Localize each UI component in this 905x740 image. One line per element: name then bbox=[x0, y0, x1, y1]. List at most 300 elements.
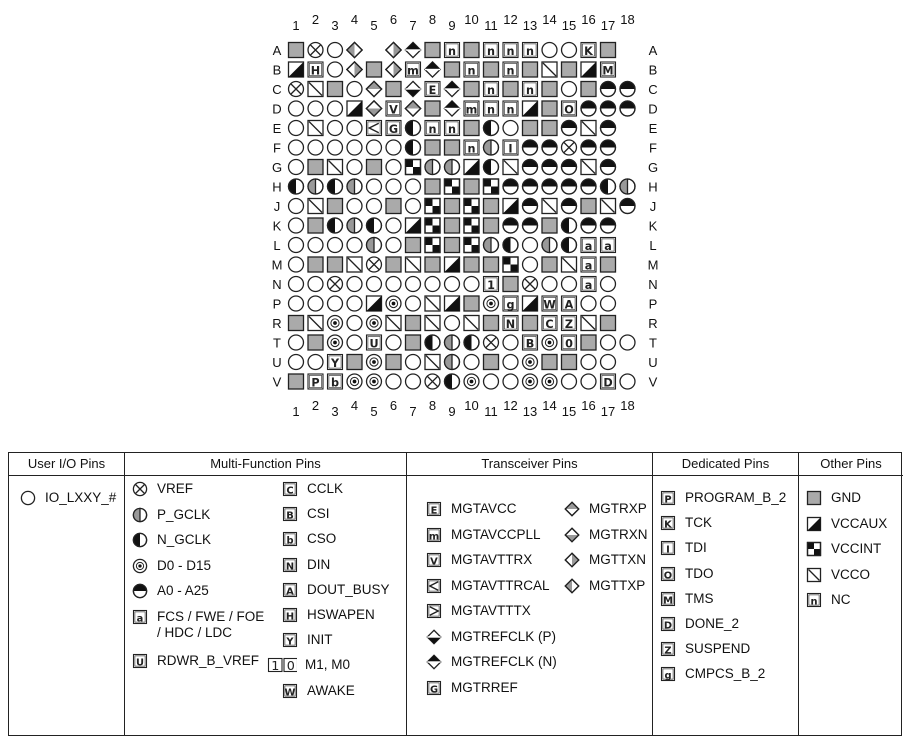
legend-item bbox=[281, 506, 330, 522]
column-label-top-6: 6 bbox=[389, 12, 398, 27]
pin-G10 bbox=[464, 160, 479, 175]
svg-text:A: A bbox=[286, 586, 294, 598]
legend-item bbox=[425, 680, 518, 696]
svg-text:N: N bbox=[285, 561, 295, 573]
pin-E6 bbox=[386, 121, 401, 137]
pin-F13 bbox=[523, 140, 538, 155]
pin-J8 bbox=[425, 199, 440, 214]
legend-item bbox=[131, 558, 211, 574]
svg-text:n: n bbox=[487, 45, 495, 59]
row-label-left-F: F bbox=[273, 140, 281, 156]
pin-N2 bbox=[308, 277, 323, 292]
pin-B16 bbox=[581, 62, 596, 77]
legend-label: MGTRREF bbox=[451, 679, 518, 695]
data-pin-dot-circle-icon bbox=[131, 558, 149, 574]
legend-label: P_GCLK bbox=[157, 506, 211, 522]
svg-text:K: K bbox=[584, 45, 593, 59]
legend-item bbox=[659, 540, 707, 556]
legend-label: GND bbox=[831, 490, 861, 505]
pin-V2 bbox=[308, 374, 323, 390]
pin-H4 bbox=[347, 179, 362, 194]
vcco-hatched-square-icon bbox=[805, 567, 823, 583]
svg-text:K: K bbox=[664, 519, 672, 531]
pin-T16 bbox=[581, 335, 596, 350]
pin-H10 bbox=[464, 179, 479, 194]
pin-A10 bbox=[464, 43, 479, 58]
pin-C10 bbox=[464, 82, 479, 97]
pin-V17 bbox=[601, 374, 616, 390]
pin-T8 bbox=[425, 335, 440, 350]
legend-label: NC bbox=[831, 592, 851, 607]
legend-header-transceiver: Transceiver Pins bbox=[407, 453, 652, 476]
letter-box-n-lower-icon bbox=[805, 592, 823, 608]
pin-D11 bbox=[484, 101, 499, 117]
row-label-left-A: A bbox=[272, 43, 282, 58]
svg-text:g: g bbox=[506, 298, 515, 312]
pin-F9 bbox=[445, 140, 460, 155]
pin-B2 bbox=[308, 62, 323, 78]
pin-V3 bbox=[328, 374, 343, 390]
pin-F2 bbox=[308, 140, 323, 155]
pin-H14 bbox=[542, 179, 557, 194]
legend-label: MGTTXN bbox=[589, 552, 646, 567]
pin-J3 bbox=[328, 199, 343, 214]
pin-M8 bbox=[425, 257, 440, 272]
pin-R16 bbox=[581, 316, 596, 331]
pin-H1 bbox=[289, 179, 304, 194]
svg-text:I: I bbox=[666, 544, 670, 556]
pin-P14 bbox=[542, 296, 557, 312]
letter-box-g-icon bbox=[425, 680, 443, 696]
column-label-bottom-7: 7 bbox=[409, 404, 417, 419]
pin-J4 bbox=[347, 199, 362, 214]
row-label-right-R: R bbox=[648, 316, 658, 331]
pin-M3 bbox=[328, 257, 343, 272]
row-label-left-C: C bbox=[272, 82, 282, 97]
legend-item bbox=[19, 490, 116, 506]
pin-B14 bbox=[542, 62, 557, 77]
pin-E1 bbox=[289, 121, 304, 136]
svg-text:D: D bbox=[663, 620, 673, 632]
column-label-top-1: 1 bbox=[292, 18, 300, 33]
gnd-square-icon bbox=[805, 490, 823, 506]
pin-F7 bbox=[406, 140, 421, 155]
pin-J16 bbox=[581, 199, 596, 214]
row-label-left-M: M bbox=[271, 257, 283, 273]
pin-B4 bbox=[347, 62, 362, 77]
pin-K7 bbox=[406, 218, 421, 233]
legend-label: MGTREFCLK (P) bbox=[451, 628, 557, 644]
pin-K12 bbox=[503, 218, 518, 233]
pin-T7 bbox=[406, 335, 421, 350]
pin-U1 bbox=[289, 355, 304, 370]
svg-text:m: m bbox=[428, 531, 440, 542]
pin-C18 bbox=[620, 82, 635, 97]
legend-item bbox=[131, 583, 209, 599]
pin-A14 bbox=[542, 43, 557, 58]
pin-T13 bbox=[523, 335, 538, 351]
column-label-top-13: 13 bbox=[522, 18, 538, 33]
pin-C8 bbox=[425, 82, 440, 98]
legend-item bbox=[805, 541, 881, 557]
pin-U12 bbox=[503, 355, 518, 370]
pin-B3 bbox=[328, 62, 343, 77]
row-label-left-V: V bbox=[272, 374, 282, 390]
row-label-right-E: E bbox=[648, 121, 658, 136]
svg-text:A: A bbox=[564, 298, 574, 312]
row-label-right-M: M bbox=[647, 257, 659, 273]
svg-text:W: W bbox=[543, 298, 556, 312]
pin-A15 bbox=[562, 43, 577, 58]
pin-V14 bbox=[542, 374, 557, 389]
column-label-bottom-12: 12 bbox=[503, 398, 518, 413]
pin-J18 bbox=[620, 199, 635, 214]
pin-L14 bbox=[542, 238, 557, 253]
pin-A8 bbox=[425, 43, 440, 58]
pin-R6 bbox=[386, 316, 401, 331]
column-label-bottom-4: 4 bbox=[350, 398, 359, 413]
legend-label: TDO bbox=[685, 565, 714, 581]
pin-G16 bbox=[581, 160, 596, 175]
legend-item bbox=[425, 527, 541, 543]
pin-U13 bbox=[523, 355, 538, 370]
row-label-left-P: P bbox=[272, 296, 282, 312]
pin-H12 bbox=[503, 179, 518, 194]
pin-H11 bbox=[484, 179, 499, 194]
pin-T6 bbox=[386, 335, 401, 350]
legend-item bbox=[425, 578, 550, 594]
pin-H9 bbox=[445, 179, 460, 194]
pin-R7 bbox=[406, 316, 421, 331]
pin-R11 bbox=[484, 316, 499, 331]
pin-T5 bbox=[367, 335, 382, 351]
legend-item bbox=[425, 501, 517, 517]
legend-label: M1, M0 bbox=[305, 657, 351, 673]
row-label-left-T: T bbox=[273, 335, 281, 351]
pin-F11 bbox=[484, 140, 499, 155]
legend-item bbox=[563, 527, 648, 543]
legend-item bbox=[805, 516, 887, 532]
pin-C1 bbox=[289, 82, 304, 97]
row-label-right-D: D bbox=[648, 101, 658, 117]
vref-cross-circle-icon bbox=[131, 481, 149, 497]
row-label-right-U: U bbox=[648, 355, 658, 370]
legend-item bbox=[281, 632, 333, 648]
legend-item bbox=[425, 603, 531, 619]
pin-L16 bbox=[581, 238, 596, 254]
legend-item bbox=[281, 557, 330, 573]
pin-L12 bbox=[503, 238, 518, 253]
legend-label: SUSPEND bbox=[685, 641, 751, 657]
svg-text:n: n bbox=[526, 84, 534, 98]
legend-label: FCS / FWE / FOE / HDC / LDC bbox=[157, 609, 265, 640]
svg-text:H: H bbox=[285, 611, 295, 623]
vccaux-square-icon bbox=[805, 516, 823, 532]
pin-V9 bbox=[445, 374, 460, 389]
pin-U11 bbox=[484, 355, 499, 370]
letter-box-m-icon bbox=[659, 591, 677, 607]
pin-D7 bbox=[405, 101, 420, 116]
pin-D10 bbox=[464, 101, 479, 117]
svg-text:n: n bbox=[448, 123, 456, 137]
svg-text:M: M bbox=[663, 595, 673, 607]
svg-text:n: n bbox=[506, 64, 515, 78]
column-label-top-18: 18 bbox=[620, 12, 635, 27]
legend-label: RDWR_B_VREF bbox=[157, 653, 260, 668]
legend-item bbox=[425, 654, 557, 670]
pin-D1 bbox=[289, 101, 304, 116]
svg-text:I: I bbox=[508, 142, 513, 156]
row-label-right-A: A bbox=[648, 43, 658, 58]
column-label-top-17: 17 bbox=[600, 18, 616, 33]
svg-text:G: G bbox=[388, 123, 399, 137]
pin-L6 bbox=[386, 238, 401, 253]
pin-P6 bbox=[386, 296, 401, 311]
pin-R13 bbox=[523, 316, 538, 331]
pin-G5 bbox=[367, 160, 382, 175]
pin-K1 bbox=[289, 218, 304, 233]
pin-P7 bbox=[406, 296, 421, 311]
pin-M7 bbox=[406, 257, 421, 272]
pin-P12 bbox=[503, 296, 518, 312]
pin-T3 bbox=[328, 335, 343, 350]
pin-K13 bbox=[523, 218, 538, 233]
pin-F8 bbox=[425, 140, 440, 155]
pin-N8 bbox=[425, 277, 440, 292]
svg-text:O: O bbox=[564, 103, 574, 117]
pin-A13 bbox=[523, 43, 538, 59]
pin-G13 bbox=[523, 160, 538, 175]
pin-K2 bbox=[308, 218, 323, 233]
pin-R9 bbox=[445, 316, 460, 331]
pin-R4 bbox=[347, 316, 362, 331]
svg-text:n: n bbox=[487, 103, 495, 117]
pin-E15 bbox=[562, 121, 577, 136]
legend-column-transceiver bbox=[407, 453, 653, 735]
pin-C17 bbox=[601, 82, 616, 97]
pin-E5 bbox=[367, 121, 382, 136]
column-label-top-5: 5 bbox=[370, 18, 378, 33]
pin-N17 bbox=[601, 277, 616, 292]
pin-K17 bbox=[601, 218, 616, 233]
pin-J12 bbox=[503, 199, 518, 214]
pin-G2 bbox=[308, 160, 323, 175]
column-label-bottom-17: 17 bbox=[600, 404, 616, 419]
pin-F10 bbox=[464, 140, 479, 156]
legend-item bbox=[659, 490, 786, 506]
letter-box-d-icon bbox=[659, 616, 677, 632]
svg-text:M: M bbox=[602, 64, 614, 78]
svg-text:a: a bbox=[584, 259, 593, 273]
column-label-top-4: 4 bbox=[350, 12, 359, 27]
pin-R8 bbox=[425, 316, 440, 331]
legend-column-user-io bbox=[9, 453, 125, 735]
svg-text:a: a bbox=[584, 279, 593, 293]
pin-V6 bbox=[386, 374, 401, 389]
pin-B9 bbox=[445, 62, 460, 77]
pin-P1 bbox=[289, 296, 304, 311]
pin-K3 bbox=[328, 218, 343, 233]
column-label-bottom-13: 13 bbox=[522, 404, 538, 419]
mgtrefclk-n-diamond-icon bbox=[425, 654, 443, 670]
legend-item bbox=[281, 582, 390, 598]
pin-V10 bbox=[464, 374, 479, 389]
row-label-right-V: V bbox=[648, 374, 658, 390]
pin-D9 bbox=[444, 101, 459, 116]
legend-label: TCK bbox=[685, 515, 712, 531]
pin-R12 bbox=[503, 316, 518, 332]
svg-text:n: n bbox=[506, 45, 515, 59]
column-label-top-2: 2 bbox=[311, 12, 320, 27]
legend-label: MGTAVTTRCAL bbox=[451, 577, 550, 593]
row-label-right-N: N bbox=[648, 277, 658, 292]
pin-D14 bbox=[542, 101, 557, 116]
pin-C9 bbox=[444, 81, 459, 96]
pin-B10 bbox=[464, 62, 479, 78]
svg-text:Z: Z bbox=[664, 645, 672, 657]
pin-M17 bbox=[601, 257, 616, 272]
pin-U9 bbox=[445, 355, 460, 370]
column-label-top-7: 7 bbox=[409, 18, 417, 33]
pin-A7 bbox=[405, 42, 420, 57]
column-label-top-11: 11 bbox=[484, 18, 498, 33]
pin-B12 bbox=[503, 62, 518, 78]
letter-box-b-lower-icon bbox=[281, 531, 299, 547]
pin-V8 bbox=[425, 374, 440, 389]
pin-V11 bbox=[484, 374, 499, 389]
legend-column-dedicated bbox=[653, 453, 799, 735]
pin-V18 bbox=[620, 374, 635, 389]
legend-label: MGTAVTTTX bbox=[451, 603, 531, 618]
pin-U17 bbox=[601, 355, 616, 370]
pin-L8 bbox=[425, 238, 440, 253]
legend-header-dedicated: Dedicated Pins bbox=[653, 453, 798, 476]
pin-L2 bbox=[308, 238, 323, 253]
m1-m0-box-icon bbox=[267, 657, 297, 673]
pin-H5 bbox=[367, 179, 382, 194]
pin-M2 bbox=[308, 257, 323, 272]
column-label-bottom-3: 3 bbox=[331, 404, 339, 419]
pin-N11 bbox=[484, 277, 499, 293]
pin-G4 bbox=[347, 160, 362, 175]
mgtrxp-diamond-icon bbox=[563, 501, 581, 517]
legend-label: DONE_2 bbox=[685, 616, 740, 631]
letter-box-n-icon bbox=[281, 557, 299, 573]
pin-B1 bbox=[289, 62, 304, 77]
pin-F6 bbox=[386, 140, 401, 155]
pin-H8 bbox=[425, 179, 440, 194]
pin-E17 bbox=[601, 121, 616, 136]
pin-T2 bbox=[308, 335, 323, 350]
svg-text:E: E bbox=[430, 505, 438, 517]
svg-text:Y: Y bbox=[286, 636, 294, 648]
pin-F15 bbox=[562, 140, 577, 155]
letter-box-y-icon bbox=[281, 632, 299, 648]
svg-text:Y: Y bbox=[330, 357, 340, 371]
pin-G17 bbox=[601, 160, 616, 175]
column-label-bottom-6: 6 bbox=[389, 398, 398, 413]
legend-header-user-io: User I/O Pins bbox=[9, 453, 124, 476]
svg-text:H: H bbox=[310, 64, 321, 78]
svg-text:n: n bbox=[526, 45, 534, 59]
svg-text:a: a bbox=[136, 613, 144, 625]
letter-box-s-icon bbox=[425, 603, 443, 619]
svg-text:U: U bbox=[135, 657, 145, 669]
pin-E11 bbox=[484, 121, 499, 136]
pin-legend-table bbox=[8, 452, 902, 736]
pin-D16 bbox=[581, 101, 596, 116]
svg-text:1: 1 bbox=[271, 659, 280, 674]
legend-label: CSI bbox=[307, 506, 330, 522]
legend-header-other: Other Pins bbox=[799, 453, 903, 476]
legend-label: TDI bbox=[685, 540, 707, 556]
row-label-left-E: E bbox=[272, 121, 282, 136]
svg-text:n: n bbox=[467, 142, 476, 156]
pin-F14 bbox=[542, 140, 557, 155]
legend-label: MGTRXP bbox=[589, 501, 647, 516]
pin-H17 bbox=[601, 179, 616, 194]
pin-J9 bbox=[445, 199, 460, 214]
letter-box-g-lower-icon bbox=[659, 666, 677, 682]
pin-H7 bbox=[406, 179, 421, 194]
svg-text:1: 1 bbox=[487, 279, 495, 293]
pin-C2 bbox=[308, 82, 323, 97]
legend-label: IO_LXXY_# bbox=[45, 490, 117, 505]
pin-D4 bbox=[347, 101, 362, 116]
pin-P9 bbox=[445, 296, 460, 311]
svg-text:G: G bbox=[429, 684, 439, 695]
letter-box-e-icon bbox=[425, 501, 443, 517]
pin-F12 bbox=[503, 140, 518, 156]
pin-M15 bbox=[562, 257, 577, 272]
pin-B11 bbox=[484, 62, 499, 77]
pin-G6 bbox=[386, 160, 401, 175]
pin-N12 bbox=[503, 277, 518, 292]
legend-label: TMS bbox=[685, 590, 714, 606]
mgttxn-diamond-icon bbox=[563, 552, 581, 568]
svg-text:B: B bbox=[525, 337, 535, 351]
pin-C5 bbox=[366, 81, 381, 96]
pin-U4 bbox=[347, 355, 362, 370]
pin-C6 bbox=[386, 82, 401, 97]
pin-N4 bbox=[347, 277, 362, 292]
pin-N10 bbox=[464, 277, 479, 292]
letter-box-m-lower-icon bbox=[425, 527, 443, 543]
row-label-left-H: H bbox=[272, 179, 282, 195]
svg-text:O: O bbox=[663, 570, 673, 582]
legend-label: DIN bbox=[307, 556, 331, 572]
svg-text:V: V bbox=[430, 556, 438, 568]
svg-text:a: a bbox=[604, 240, 612, 254]
pin-U8 bbox=[425, 355, 440, 370]
pin-E9 bbox=[445, 121, 460, 137]
pin-A16 bbox=[581, 43, 596, 59]
pin-R10 bbox=[464, 316, 479, 331]
pin-T10 bbox=[464, 335, 479, 350]
column-label-top-3: 3 bbox=[331, 18, 339, 33]
pin-M10 bbox=[464, 257, 479, 272]
pin-D5 bbox=[366, 101, 381, 116]
pin-N16 bbox=[581, 277, 596, 293]
legend-item bbox=[659, 566, 714, 582]
column-label-bottom-15: 15 bbox=[561, 404, 577, 419]
row-label-right-B: B bbox=[648, 62, 658, 78]
pin-B7 bbox=[406, 62, 421, 78]
column-label-bottom-18: 18 bbox=[620, 398, 635, 413]
legend-label: CMPCS_B_2 bbox=[685, 666, 766, 682]
column-label-bottom-9: 9 bbox=[448, 404, 456, 419]
svg-text:m: m bbox=[465, 103, 478, 117]
